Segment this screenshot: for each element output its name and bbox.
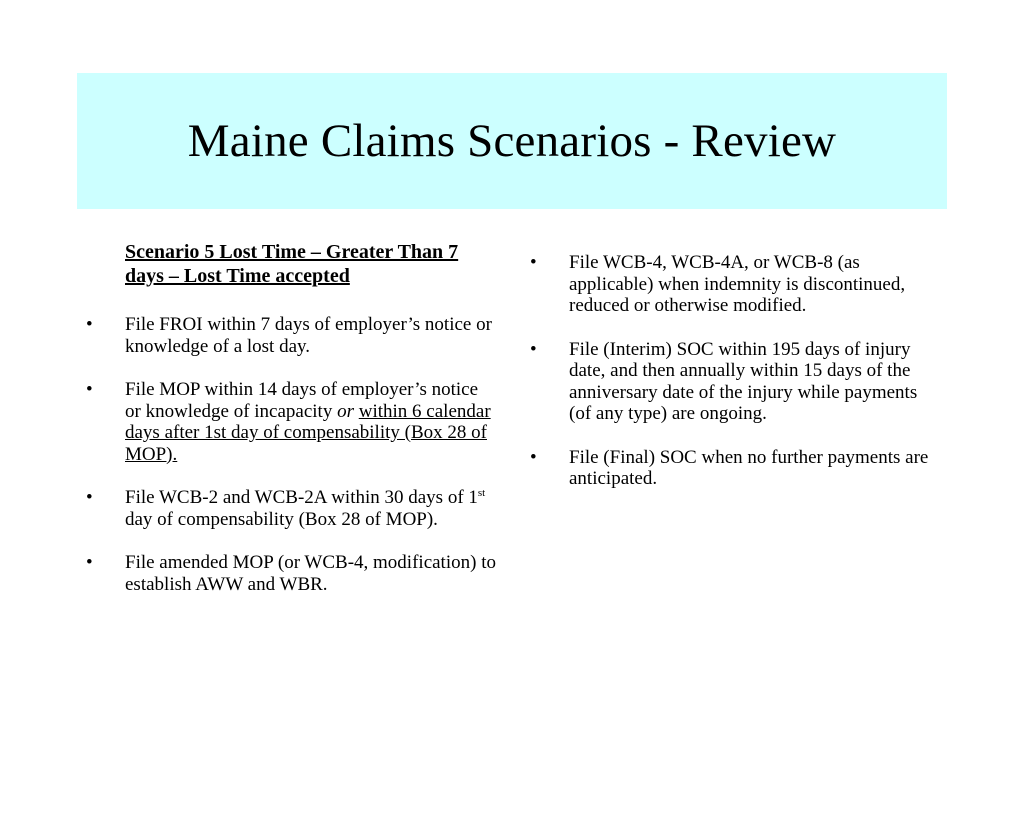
- list-item: [530, 339, 940, 425]
- bullet-text: File FROI within 7 days of employer’s notice or knowledge of a lost day.: [125, 314, 492, 357]
- list-item: [86, 487, 496, 530]
- bullet-text-part: File WCB-2 and WCB-2A within 30 days of 1: [125, 487, 478, 508]
- bullet-text: [125, 379, 496, 465]
- bullet-icon: •: [86, 379, 93, 400]
- bullet-icon: •: [530, 338, 537, 360]
- list-item: [530, 447, 940, 490]
- bullet-text: File (Final) SOC when no further payments are anticipated.: [569, 446, 929, 489]
- bullet-text: File (Interim) SOC within 195 days of injury date, and then annually within 15 days of the anniversary date of the injury while payments (of any type) are ongoing.: [569, 338, 918, 424]
- bullet-text: [125, 487, 496, 530]
- scenario-heading: Scenario 5 Lost Time – Greater Than 7 days – Lost Time accepted: [125, 241, 459, 287]
- left-column: [86, 240, 496, 617]
- bullet-text: File WCB-4, WCB-4A, or WCB-8 (as applicable) when indemnity is discontinued, reduced or otherwise modified.: [569, 252, 906, 316]
- title-band: [77, 73, 947, 209]
- bullet-text-underlined: within 6 calendar days after 1st day of compensability (Box 28 of MOP).: [125, 400, 491, 465]
- bullet-icon: •: [86, 314, 93, 335]
- bullet-text-emphasis: or: [337, 400, 354, 422]
- right-column: [530, 252, 940, 512]
- bullet-text-part: day of compensability (Box 28 of MOP).: [125, 508, 438, 530]
- bullet-text-part: File MOP within 14 days of employer’s notice or knowledge of incapacity: [125, 379, 479, 422]
- bullet-icon: •: [86, 552, 93, 573]
- ordinal-suffix: st: [477, 487, 486, 499]
- list-item: [86, 379, 496, 465]
- list-item: [86, 314, 496, 357]
- bullet-icon: •: [86, 487, 93, 508]
- list-item: [530, 252, 940, 317]
- list-item: [86, 552, 496, 595]
- bullet-text: File amended MOP (or WCB-4, modification) to establish AWW and WBR.: [125, 552, 496, 595]
- bullet-icon: •: [530, 446, 537, 468]
- bullet-icon: •: [530, 252, 537, 273]
- slide-title: Maine Claims Scenarios - Review: [187, 115, 837, 167]
